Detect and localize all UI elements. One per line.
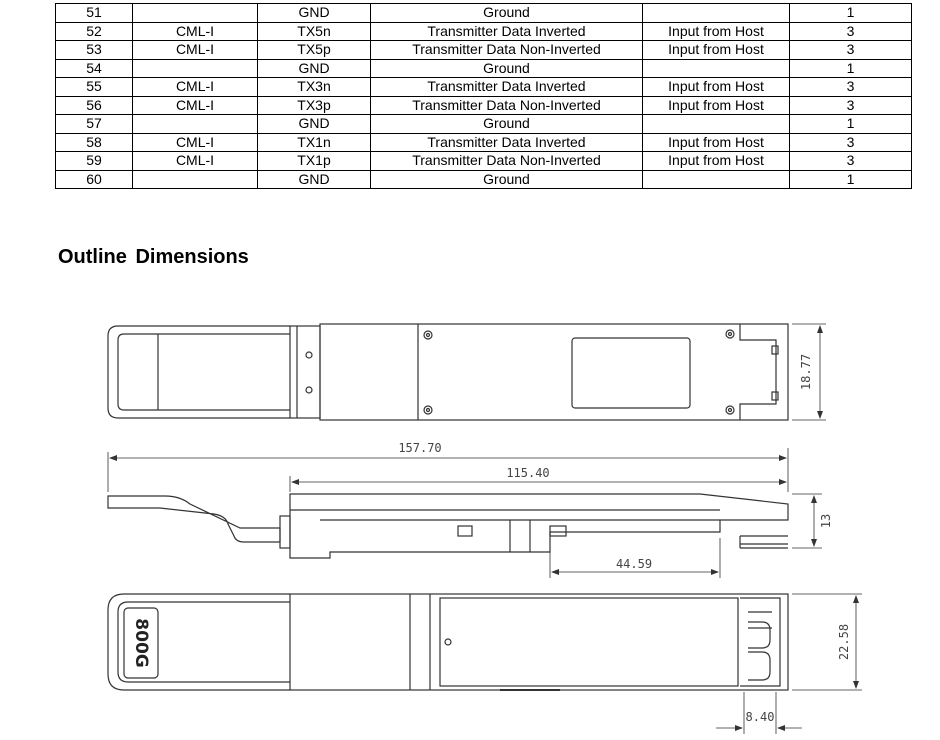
pin-cell-logic: CML-I — [133, 41, 258, 60]
dim-latch-width: 8.40 — [745, 710, 775, 724]
pin-cell-description: Ground — [371, 170, 643, 189]
pin-cell-description: Transmitter Data Non-Inverted — [371, 41, 643, 60]
pin-cell-direction — [643, 115, 790, 134]
pin-cell-symbol: TX3n — [258, 78, 371, 97]
pin-cell-description: Transmitter Data Non-Inverted — [371, 152, 643, 171]
pin-cell-description: Ground — [371, 4, 643, 23]
pin-cell-logic: CML-I — [133, 96, 258, 115]
pin-cell-pin: 52 — [56, 22, 133, 41]
pin-cell-pin: 56 — [56, 96, 133, 115]
pin-row — [56, 4, 912, 23]
pin-cell-plug-seq: 3 — [790, 41, 912, 60]
pin-cell-symbol: TX5p — [258, 41, 371, 60]
pin-cell-pin: 58 — [56, 133, 133, 152]
pin-row — [56, 22, 912, 41]
pin-cell-plug-seq: 3 — [790, 78, 912, 97]
pin-cell-pin: 51 — [56, 4, 133, 23]
pin-cell-direction — [643, 170, 790, 189]
pin-cell-direction: Input from Host — [643, 133, 790, 152]
pin-row — [56, 96, 912, 115]
pin-cell-direction — [643, 59, 790, 78]
top-view — [108, 324, 826, 420]
pin-cell-logic — [133, 4, 258, 23]
latch-block — [290, 326, 320, 418]
pin-cell-pin: 54 — [56, 59, 133, 78]
pin-cell-symbol: GND — [258, 4, 371, 23]
pin-cell-logic — [133, 59, 258, 78]
pin-cell-description: Transmitter Data Inverted — [371, 133, 643, 152]
module-label-800g: 800G — [131, 618, 151, 668]
pin-cell-plug-seq: 1 — [790, 115, 912, 134]
pin-description-table — [55, 3, 912, 189]
outline-dimensions-drawing — [0, 280, 940, 740]
pull-tab-handle — [108, 326, 290, 418]
pin-row — [56, 133, 912, 152]
dim-width: 22.58 — [837, 623, 851, 661]
pin-cell-plug-seq: 3 — [790, 22, 912, 41]
pin-cell-symbol: GND — [258, 170, 371, 189]
pin-cell-description: Ground — [371, 115, 643, 134]
pin-cell-symbol: GND — [258, 115, 371, 134]
dim-total-length: 157.70 — [398, 441, 442, 455]
pin-cell-pin: 53 — [56, 41, 133, 60]
label-window — [572, 338, 690, 408]
pin-cell-description: Transmitter Data Inverted — [371, 78, 643, 97]
section-title: Outline Dimensions — [58, 246, 249, 268]
pin-cell-description: Transmitter Data Non-Inverted — [371, 96, 643, 115]
pin-cell-symbol: GND — [258, 59, 371, 78]
dim-thickness: 13 — [819, 513, 833, 529]
pin-cell-symbol: TX1n — [258, 133, 371, 152]
pin-row — [56, 78, 912, 97]
pull-tab-side — [108, 496, 280, 542]
pin-cell-pin: 55 — [56, 78, 133, 97]
pin-cell-description: Transmitter Data Inverted — [371, 22, 643, 41]
pin-cell-direction: Input from Host — [643, 22, 790, 41]
pin-cell-pin: 57 — [56, 115, 133, 134]
pin-cell-logic: CML-I — [133, 133, 258, 152]
dim-body-length: 115.40 — [506, 466, 550, 480]
pin-cell-plug-seq: 3 — [790, 96, 912, 115]
pin-cell-symbol: TX3p — [258, 96, 371, 115]
pin-cell-logic: CML-I — [133, 152, 258, 171]
pin-cell-plug-seq: 1 — [790, 59, 912, 78]
pin-cell-plug-seq: 3 — [790, 133, 912, 152]
pin-cell-plug-seq: 3 — [790, 152, 912, 171]
pin-row — [56, 152, 912, 171]
dim-connector-length: 44.59 — [615, 557, 653, 571]
pin-cell-direction — [643, 4, 790, 23]
pin-cell-logic: CML-I — [133, 78, 258, 97]
pin-row — [56, 170, 912, 189]
pin-cell-symbol: TX5n — [258, 22, 371, 41]
pin-cell-logic — [133, 170, 258, 189]
pin-cell-direction: Input from Host — [643, 152, 790, 171]
pin-row — [56, 115, 912, 134]
pin-cell-pin: 60 — [56, 170, 133, 189]
pin-cell-logic — [133, 115, 258, 134]
pin-cell-direction: Input from Host — [643, 96, 790, 115]
pin-row — [56, 41, 912, 60]
pin-cell-direction: Input from Host — [643, 78, 790, 97]
side-view — [108, 494, 822, 578]
pin-cell-plug-seq: 1 — [790, 170, 912, 189]
pin-cell-symbol: TX1p — [258, 152, 371, 171]
pin-cell-pin: 59 — [56, 152, 133, 171]
pin-cell-direction: Input from Host — [643, 41, 790, 60]
pin-cell-plug-seq: 1 — [790, 4, 912, 23]
module-body-top — [320, 324, 788, 420]
pin-cell-logic: CML-I — [133, 22, 258, 41]
pin-cell-description: Ground — [371, 59, 643, 78]
dim-height-top: 18.77 — [799, 353, 813, 391]
module-body-side — [290, 494, 788, 558]
module-body-bottom — [290, 594, 788, 690]
pin-row — [56, 59, 912, 78]
